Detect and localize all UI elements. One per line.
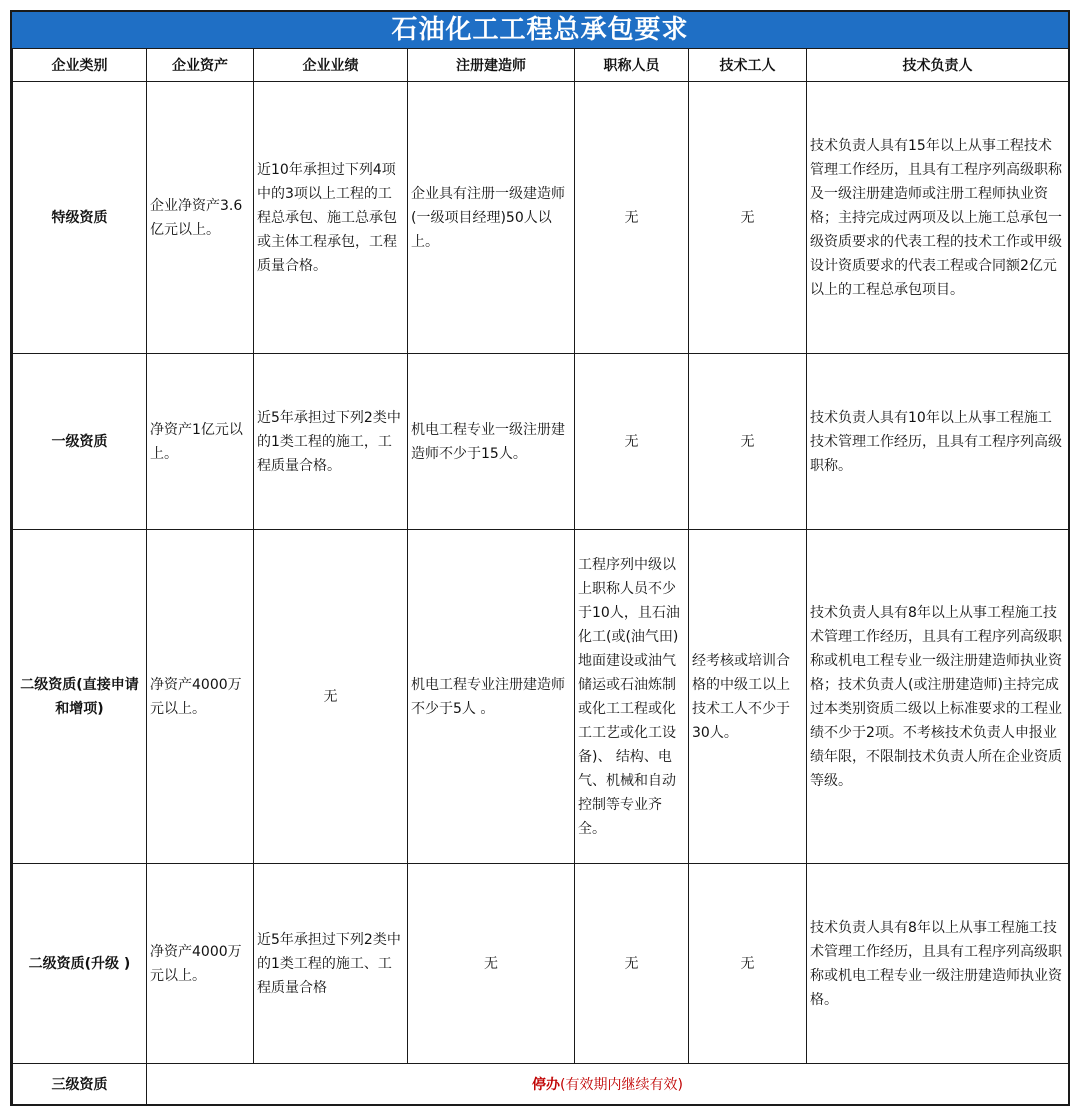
assets-cell: 净资产1亿元以上。 xyxy=(147,354,254,530)
assets-cell: 企业净资产3.6亿元以上。 xyxy=(147,82,254,354)
assets-cell: 净资产4000万元以上。 xyxy=(147,864,254,1064)
header-builder: 注册建造师 xyxy=(408,49,575,82)
category-cell: 二级资质(直接申请和增项) xyxy=(13,530,147,864)
workers-cell: 无 xyxy=(689,354,807,530)
performance-cell: 近5年承担过下列2类中的1类工程的施工、工程质量合格 xyxy=(254,864,408,1064)
performance-cell: 近10年承担过下列4项中的3项以上工程的工程总承包、施工总承包或主体工程承包，工程质量合格。 xyxy=(254,82,408,354)
table-row xyxy=(13,354,1069,530)
table-row xyxy=(13,82,1069,354)
assets-cell: 净资产4000万元以上。 xyxy=(147,530,254,864)
titled-staff-cell: 无 xyxy=(575,864,689,1064)
header-row xyxy=(13,49,1069,82)
tech-lead-cell: 技术负责人具有8年以上从事工程施工技术管理工作经历，且具有工程序列高级职称或机电工程专业一级注册建造师执业资格。 xyxy=(807,864,1069,1064)
category-cell: 三级资质 xyxy=(13,1064,147,1106)
table-row xyxy=(13,530,1069,864)
titled-staff-cell: 工程序列中级以上职称人员不少于10人，且石油化工(或(油气田)地面建设或油气储运或石油炼制或化工工程或化工工艺或化工设备)、 结构、电气、机械和自动控制等专业齐全。 xyxy=(575,530,689,864)
category-cell: 一级资质 xyxy=(13,354,147,530)
performance-cell: 无 xyxy=(254,530,408,864)
requirements-table xyxy=(12,48,1069,1106)
titled-staff-cell: 无 xyxy=(575,354,689,530)
sheet-title: 石油化工工程总承包要求 xyxy=(12,12,1068,49)
header-category: 企业类别 xyxy=(13,49,147,82)
category-cell: 二级资质(升级 ) xyxy=(13,864,147,1064)
builder-cell: 无 xyxy=(408,864,575,1064)
header-titled-staff: 职称人员 xyxy=(575,49,689,82)
status-text: 停办 xyxy=(532,1076,561,1093)
table-row xyxy=(13,864,1069,1064)
header-assets: 企业资产 xyxy=(147,49,254,82)
workers-cell: 无 xyxy=(689,864,807,1064)
builder-cell: 机电工程专业一级注册建造师不少于15人。 xyxy=(408,354,575,530)
builder-cell: 企业具有注册一级建造师(一级项目经理)50人以上。 xyxy=(408,82,575,354)
workers-cell: 经考核或培训合格的中级工以上技术工人不少于30人。 xyxy=(689,530,807,864)
status-cell xyxy=(147,1064,1069,1106)
header-performance: 企业业绩 xyxy=(254,49,408,82)
header-tech-lead: 技术负责人 xyxy=(807,49,1069,82)
category-cell: 特级资质 xyxy=(13,82,147,354)
table-row xyxy=(13,1064,1069,1106)
tech-lead-cell: 技术负责人具有8年以上从事工程施工技术管理工作经历，且具有工程序列高级职称或机电工程专业一级注册建造师执业资格；技术负责人(或注册建造师)主持完成过本类别资质二级以上标准要求的工程业绩不少于2项。不考核技术负责人申报业绩年限，不限制技术负责人所在企业资质等级。 xyxy=(807,530,1069,864)
tech-lead-cell: 技术负责人具有10年以上从事工程施工技术管理工作经历，且具有工程序列高级职称。 xyxy=(807,354,1069,530)
qualification-sheet xyxy=(10,10,1070,1106)
performance-cell: 近5年承担过下列2类中的1类工程的施工，工程质量合格。 xyxy=(254,354,408,530)
workers-cell: 无 xyxy=(689,82,807,354)
titled-staff-cell: 无 xyxy=(575,82,689,354)
tech-lead-cell: 技术负责人具有15年以上从事工程技术管理工作经历，且具有工程序列高级职称及一级注册建造师或注册工程师执业资格；主持完成过两项及以上施工总承包一级资质要求的代表工程的技术工作或甲级设计资质要求的代表工程或合同额2亿元以上的工程总承包项目。 xyxy=(807,82,1069,354)
header-workers: 技术工人 xyxy=(689,49,807,82)
status-note: (有效期内继续有效) xyxy=(560,1076,683,1093)
builder-cell: 机电工程专业注册建造师不少于5人 。 xyxy=(408,530,575,864)
